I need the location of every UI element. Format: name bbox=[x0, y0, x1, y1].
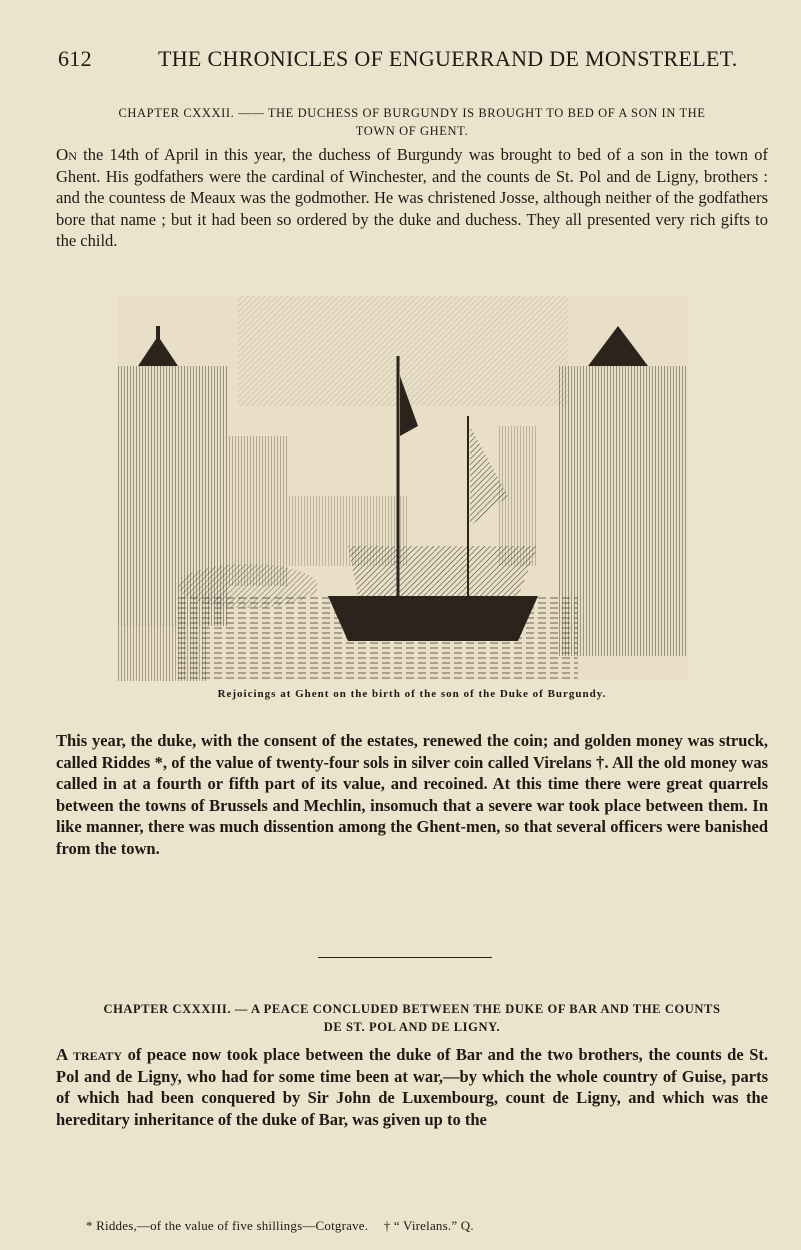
footnote-riddes: * Riddes,—of the value of five shillings—Cotgrave. bbox=[86, 1218, 369, 1233]
chapter-132-paragraph-2: This year, the duke, with the consent of the estates, renewed the coin; and golden money was struck, called Riddes *, of the value of twenty-four sols in silver coin called Virelans †. All the old money was called in at a fourth or fifth part of its value, and recoined. At this time there were great quarrels between the towns of Brussels and Mechlin, insomuch that a severe war took place between them. In like manner, there was much dissention among the Ghent-men, so that several officers were banished from the town. bbox=[56, 731, 768, 858]
chapter-132-title-line1: CHAPTER CXXXII. —— THE DUCHESS OF BURGUNDY IS BROUGHT TO BED OF A SON IN THE bbox=[118, 106, 706, 120]
paragraph-lead: On bbox=[56, 145, 77, 164]
engraving-rejoicings-at-ghent bbox=[118, 296, 688, 681]
footnote-virelans: † “ Virelans.” Q. bbox=[383, 1218, 474, 1233]
paragraph-lead: A treaty bbox=[56, 1045, 123, 1064]
paragraph-body: of peace now took place between the duke of Bar and the two brothers, the counts de St. Pol and de Ligny, who had for some time been at war,—by which the whole country of Guise, parts of which had been conquered by Sir John de Luxembourg, count de Ligny, and which was the hereditary inheritance of the duke of Bar, was given up to the bbox=[56, 1045, 768, 1129]
chapter-133-title-line2: DE ST. POL AND DE LIGNY. bbox=[323, 1020, 501, 1034]
chapter-133-paragraph-1 bbox=[56, 1044, 768, 1130]
illustration-caption: Rejoicings at Ghent on the birth of the son of the Duke of Burgundy. bbox=[217, 688, 607, 700]
chapter-133-title-line1: CHAPTER CXXXIII. — A PEACE CONCLUDED BETWEEN THE DUKE OF BAR AND THE COUNTS bbox=[103, 1002, 721, 1016]
page-number: 612 bbox=[58, 46, 92, 71]
running-title: THE CHRONICLES OF ENGUERRAND DE MONSTRELET. bbox=[158, 46, 738, 71]
paragraph-body: the 14th of April in this year, the duchess of Burgundy was brought to bed of a son in the town of Ghent. His godfathers were the cardinal of Winchester, and the counts de St. Pol and de Ligny, brothers : and the countess de Meaux was the godmother. He was christened Josse, although neither of the godfathers bore that name ; but it had been so ordered by the duke and duchess. They all presented very rich gifts to the child. bbox=[56, 145, 768, 250]
chapter-132-title-line2: TOWN OF GHENT. bbox=[355, 124, 469, 138]
chapter-132-paragraph-1 bbox=[56, 144, 768, 252]
chapter-133-title bbox=[56, 1000, 768, 1036]
footnotes bbox=[86, 1218, 766, 1234]
section-divider bbox=[318, 957, 492, 958]
chapter-132-title bbox=[56, 104, 768, 140]
